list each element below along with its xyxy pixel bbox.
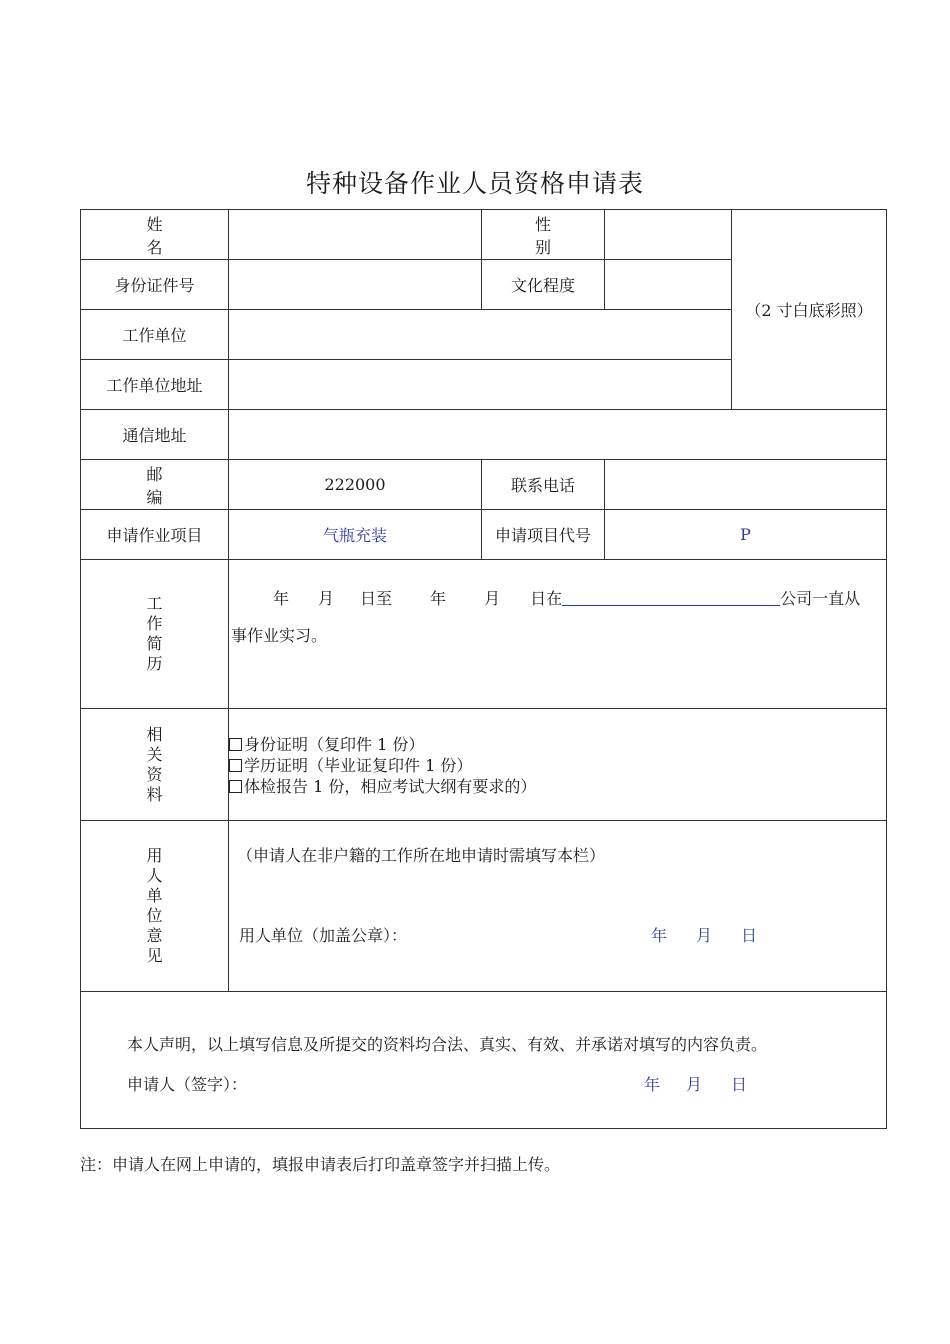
employer-field[interactable] [229,310,732,360]
history-day-at: 日在 [530,589,563,608]
documents-field [229,709,887,821]
employer-opinion-date: 年 月 日 [651,926,758,945]
project-label: 申请作业项目 [81,510,229,560]
id-number-label: 身份证件号 [81,260,229,310]
history-year2: 年 [430,589,447,608]
employer-address-label: 工作单位地址 [81,360,229,410]
education-field[interactable] [605,260,732,310]
postcode-value[interactable]: 222000 [229,460,482,510]
employer-opinion-field[interactable] [229,821,887,992]
footnote: 注：申请人在网上申请的，填报申请表后打印盖章签字并扫描上传。 [80,1155,561,1174]
employer-label: 工作单位 [81,310,229,360]
name-label: 姓 名 [81,210,229,260]
document-item[interactable]: 学历证明（毕业证复印件 1 份） [229,755,886,776]
gender-field[interactable] [605,210,732,260]
form-title: 特种设备作业人员资格申请表 [305,169,644,198]
name-field[interactable] [229,210,482,260]
history-company-blank[interactable] [562,589,780,606]
phone-field[interactable] [605,460,887,510]
photo-hint: （2 寸白底彩照） [745,301,873,320]
history-year1: 年 [273,589,290,608]
employer-address-field[interactable] [229,360,732,410]
education-label: 文化程度 [482,260,605,310]
project-code-value[interactable]: P [605,510,887,560]
declaration-text: 本人声明，以上填写信息及所提交的资料均合法、真实、有效、并承诺对填写的内容负责。 [127,1035,768,1054]
declaration-date: 年 月 日 [644,1075,748,1094]
history-month1: 月 [318,589,335,608]
declaration-cell [81,992,887,1129]
employer-opinion-label: 用 人 单 位 意 见 [81,821,229,992]
id-number-field[interactable] [229,260,482,310]
employer-seal-label: 用人单位（加盖公章）： [239,926,408,945]
document-item[interactable]: 体检报告 1 份，相应考试大纲有要求的） [229,776,886,797]
gender-label: 性 别 [482,210,605,260]
work-history-label: 工 作 简 历 [81,560,229,709]
documents-label: 相 关 资 料 [81,709,229,821]
photo-area[interactable] [732,210,887,410]
mailing-address-field[interactable] [229,410,887,460]
history-day-to: 日至 [360,589,393,608]
work-history-field[interactable] [229,560,887,709]
history-month2: 月 [484,589,501,608]
checkbox-icon[interactable] [229,759,242,772]
document-item[interactable]: 身份证明（复印件 1 份） [229,734,886,755]
history-company-suffix: 公司一直从 [780,589,861,608]
mailing-address-label: 通信地址 [81,410,229,460]
employer-opinion-note: （申请人在非户籍的工作所在地申请时需填写本栏） [237,846,606,865]
checkbox-icon[interactable] [229,738,242,751]
postcode-label: 邮 编 [81,460,229,510]
project-code-label: 申请项目代号 [482,510,605,560]
phone-label: 联系电话 [482,460,605,510]
history-line2: 事作业实习。 [231,626,328,645]
project-value[interactable]: 气瓶充装 [229,510,482,560]
application-form-table [80,209,887,1129]
signature-label: 申请人（签字）： [127,1075,248,1094]
checkbox-icon[interactable] [229,780,242,793]
